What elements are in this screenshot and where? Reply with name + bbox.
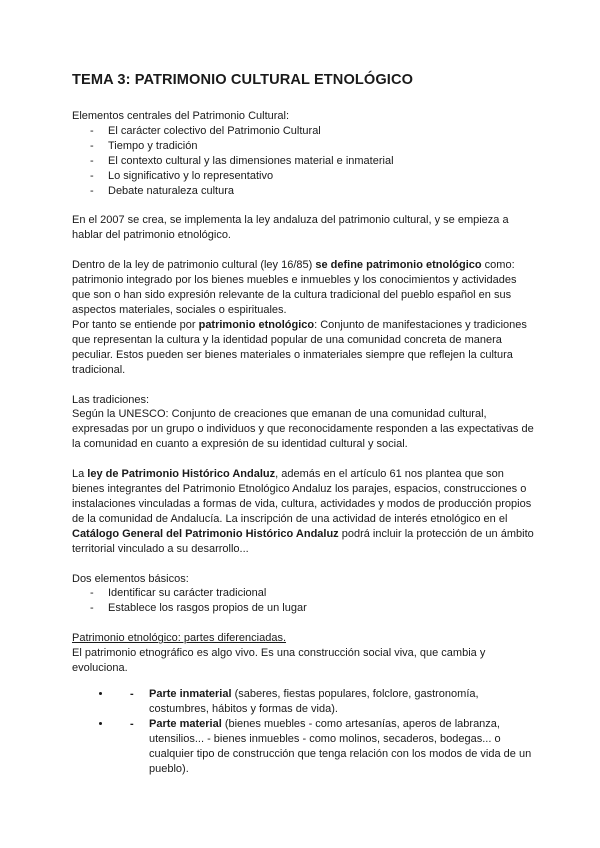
parts-heading: Patrimonio etnológico: partes diferenciadas. [72,632,287,645]
list-item: - Identificar su carácter tradicional [72,586,534,601]
part-label: Parte inmaterial [149,688,232,700]
list-item [112,717,534,777]
law-text-post: podrá incluir la protección de un ámbito territorial vinculado a su desarrollo... [72,527,534,555]
law-text-pre: La [72,468,88,481]
list-item: - Tiempo y tradición [72,139,534,154]
list-item: - El carácter colectivo del Patrimonio Cultural [72,124,534,139]
traditions-heading: Las tradiciones: [72,393,150,406]
paragraph-2007: En el 2007 se crea, se implementa la ley andaluza del patrimonio cultural, y se empieza a hablar del patrimonio etnológico. [72,214,509,242]
list-item: - El contexto cultural y las dimensiones material e inmaterial [72,154,534,169]
definition-text-post: como: patrimonio integrado por los bienes muebles e inmuebles y los conocimientos y actividades que son o han sido expresión relevante de la cultura tradicional del pueblo español en sus aspectos materiales, sociales o espirituales. [72,259,517,316]
part-text: (saberes, fiestas populares, folclore, gastronomía, costumbres, hábitos y formas de vida). [149,688,479,715]
parts-list [72,687,534,776]
paragraph-understanding [72,318,534,378]
understanding-text-pre: Por tanto se entiende por [72,318,199,331]
part-label: Parte material [149,717,222,730]
law-bold-name: ley de Patrimonio Histórico Andaluz [87,468,276,481]
list-item: - Debate naturaleza cultura [72,184,534,199]
basic-elements-list [72,586,534,616]
parts-intro: El patrimonio etnográfico es algo vivo. Es una construcción social viva, que cambia y evoluciona. [72,647,486,675]
intro-list [72,124,534,199]
understanding-text-post: : Conjunto de manifestaciones y tradiciones que representan la cultura y la identidad popular de una comunidad concreta de manera peculiar. Estos pueden ser bienes materiales o inmateriales siempre que reflejen la cultura tradicional. [72,318,527,376]
part-text: (bienes muebles - como artesanías, aperos de labranza, utensilios... - bienes inmuebles - como molinos, secaderos, bodegas... o cualquier tipo de construcción que tenga relación con los modos de vida de un pueblo). [149,717,532,775]
definition-text-pre: Dentro de la ley de patrimonio cultural (ley 16/85) [72,259,316,272]
definition-bold: se define patrimonio etnológico [315,259,482,272]
list-item: - Lo significativo y lo representativo [72,169,534,184]
catalog-bold-name: Catálogo General del Patrimonio Histórico Andaluz [72,527,339,540]
list-item [112,687,534,717]
basic-elements-heading: Dos elementos básicos: [72,572,189,585]
understanding-bold: patrimonio etnológico [198,318,315,331]
paragraph-definition [72,258,534,318]
law-text-mid: , además en el artículo 61 nos plantea que son bienes integrantes del Patrimonio Etnológico Andaluz los parajes, espacios, construcciones o instalaciones vinculadas a formas de vida, cultura, actividades y modos de producción propios de la comunidad de Andalucía. La inscripción de una actividad de interés etnológico en el [72,468,532,525]
traditions-text: Según la UNESCO: Conjunto de creaciones que emanan de una comunidad cultural, expresadas por un grupo o individuos y que reconocidamente responden a las expectativas de la comunidad en cuanto a expresión de su identidad cultural y social. [72,408,534,451]
paragraph-andalusian-law [72,467,534,556]
list-item: - Establece los rasgos propios de un lugar [72,601,534,616]
intro-heading: Elementos centrales del Patrimonio Cultural: [72,110,290,122]
page-title: TEMA 3: PATRIMONIO CULTURAL ETNOLÓGICO [72,72,414,88]
document-body [72,109,534,787]
